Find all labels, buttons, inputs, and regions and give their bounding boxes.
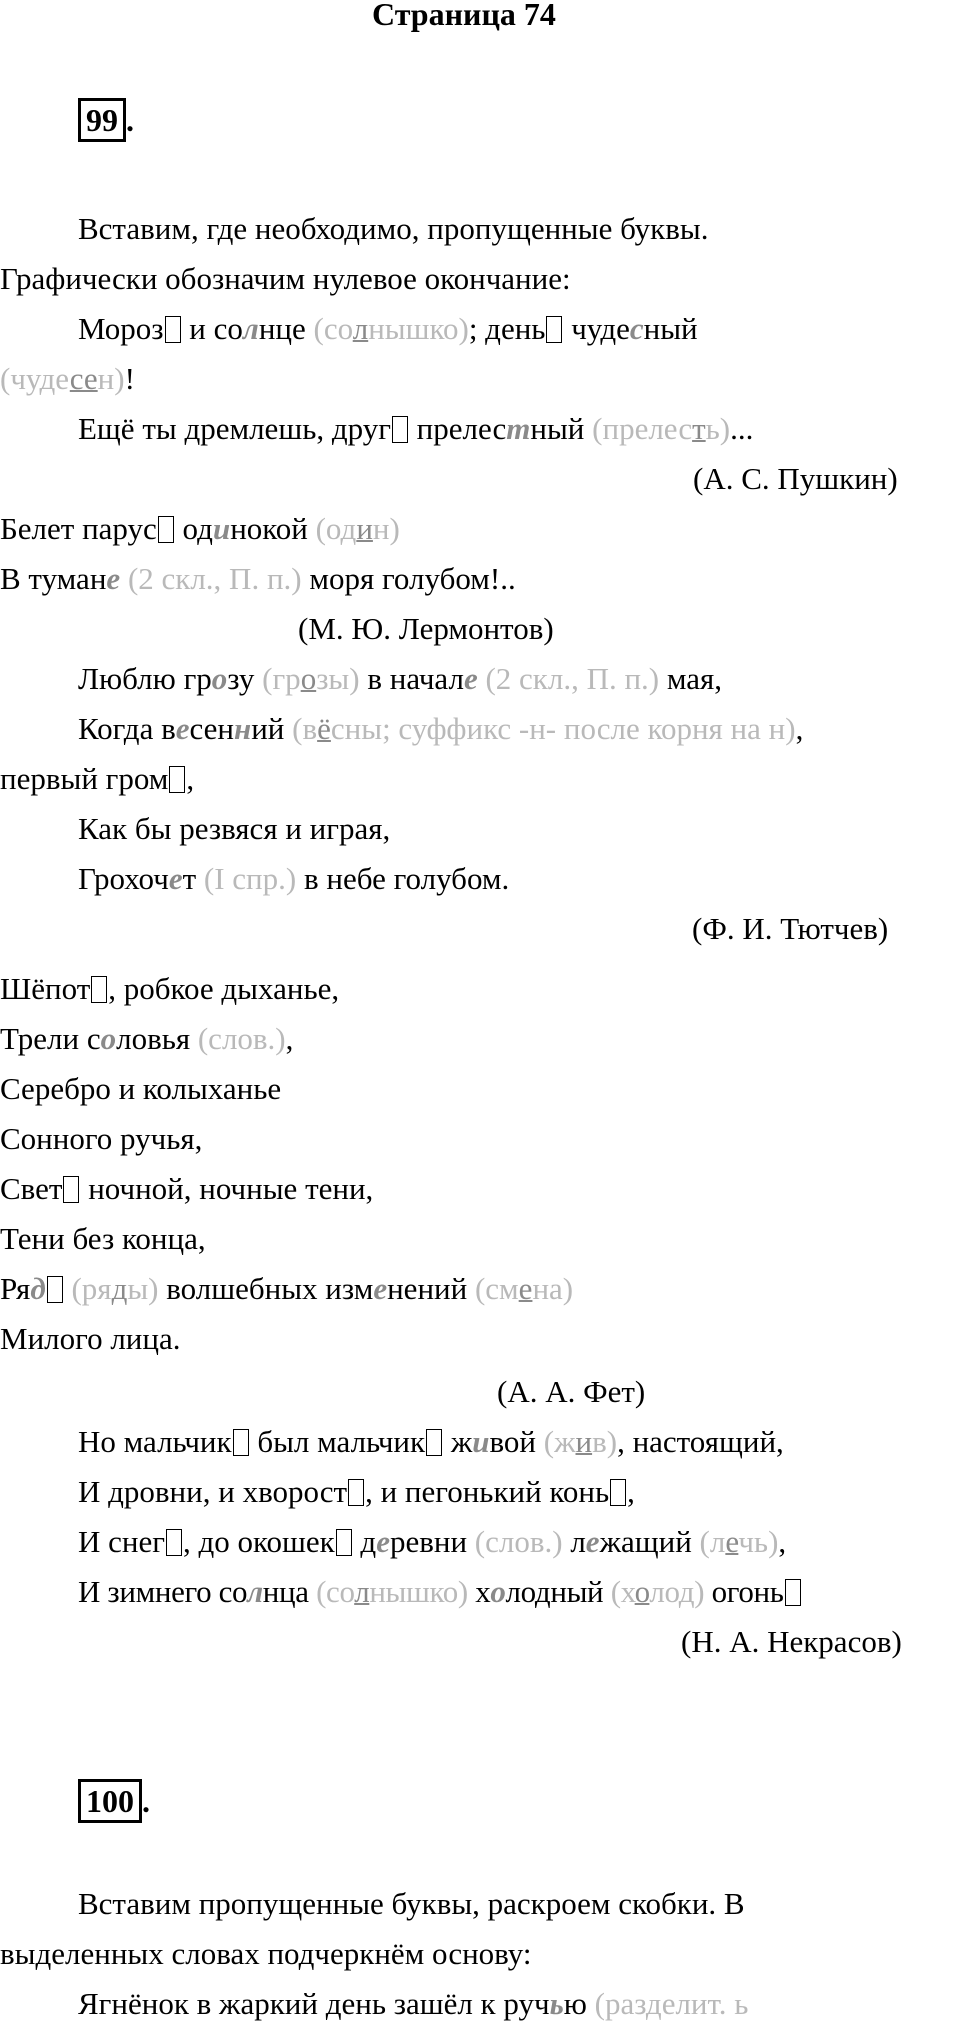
poem-line: Как бы резвяся и играя, xyxy=(78,811,391,846)
null-ending-box xyxy=(47,1276,63,1303)
author-attribution: (Н. А. Некрасов) xyxy=(681,1624,902,1659)
poem-line: Сонного ручья, xyxy=(0,1121,203,1156)
poem-line: Белет парус одинокой (один) xyxy=(0,511,400,546)
null-ending-box xyxy=(169,766,185,793)
author-attribution: (А. С. Пушкин) xyxy=(693,461,898,496)
poem-line: И дровни, и хворост , и пегонький конь , xyxy=(78,1474,635,1509)
null-ending-box xyxy=(166,1529,182,1556)
null-ending-box xyxy=(63,1176,79,1203)
poem-line: Свет ночной, ночные тени, xyxy=(0,1171,374,1206)
null-ending-box xyxy=(336,1529,352,1556)
null-ending-box xyxy=(158,516,174,543)
page-title: Страница 74 xyxy=(372,0,556,32)
instruction-line: Вставим, где необходимо, пропущенные буквы. xyxy=(78,211,709,246)
instruction-line: Графически обозначим нулевое окончание: xyxy=(0,261,571,296)
null-ending-box xyxy=(91,976,107,1003)
exercise-number-box: 100 xyxy=(78,1779,142,1823)
null-ending-box xyxy=(610,1479,626,1506)
poem-line: В тумане (2 скл., П. п.) моря голубом!.. xyxy=(0,561,516,596)
null-ending-box xyxy=(546,316,562,343)
null-ending-box xyxy=(165,316,181,343)
null-ending-box xyxy=(348,1479,364,1506)
poem-line: Трели соловья (слов.), xyxy=(0,1021,294,1056)
poem-line: (чудесен)! xyxy=(0,361,135,396)
poem-line: Люблю грозу (грозы) в начале (2 скл., П. п.) мая, xyxy=(78,661,723,696)
poem-line: Тени без конца, xyxy=(0,1221,206,1256)
null-ending-box xyxy=(392,416,408,443)
poem-line: Когда весенний (вёсны; суффикс -н- после корня на н), xyxy=(78,711,804,746)
null-ending-box xyxy=(785,1579,801,1606)
poem-line: Серебро и колыханье xyxy=(0,1071,282,1106)
author-attribution: (А. А. Фет) xyxy=(497,1374,646,1409)
poem-line: И зимнего солнца (солнышко) холодный (холод) огонь xyxy=(78,1572,802,1612)
poem-line: Но мальчик был мальчик живой (жив), настоящий, xyxy=(78,1424,784,1459)
poem-line: Ещё ты дремлешь, друг прелестный (прелесть)... xyxy=(78,411,754,446)
author-attribution: (М. Ю. Лермонтов) xyxy=(298,611,554,646)
poem-line: И снег , до окошек деревни (слов.) лежащий (лечь), xyxy=(78,1524,787,1559)
instruction-line: выделенных словах подчеркнём основу: xyxy=(0,1936,532,1971)
null-ending-box xyxy=(426,1429,442,1456)
author-attribution: (Ф. И. Тютчев) xyxy=(692,911,889,946)
null-ending-box xyxy=(233,1429,249,1456)
exercise-99-header: 99 . xyxy=(78,98,134,142)
poem-line: Грохочет (I спр.) в небе голубом. xyxy=(78,861,510,896)
poem-line: первый гром , xyxy=(0,761,195,796)
exercise-number-box: 99 xyxy=(78,98,126,142)
exercise-100-header: 100 . xyxy=(78,1779,150,1823)
poem-line: Ряд (ряды) волшебных изменений (смена) xyxy=(0,1271,574,1306)
poem-line: Шёпот , робкое дыханье, xyxy=(0,971,340,1006)
poem-line: Мороз и солнце (солнышко); день чудесный xyxy=(78,311,698,346)
instruction-line: Вставим пропущенные буквы, раскроем скобки. В xyxy=(78,1886,745,1921)
poem-line: Милого лица. xyxy=(0,1321,181,1356)
fable-line: Ягнёнок в жаркий день зашёл к ручью (разделит. ь xyxy=(78,1986,749,2021)
